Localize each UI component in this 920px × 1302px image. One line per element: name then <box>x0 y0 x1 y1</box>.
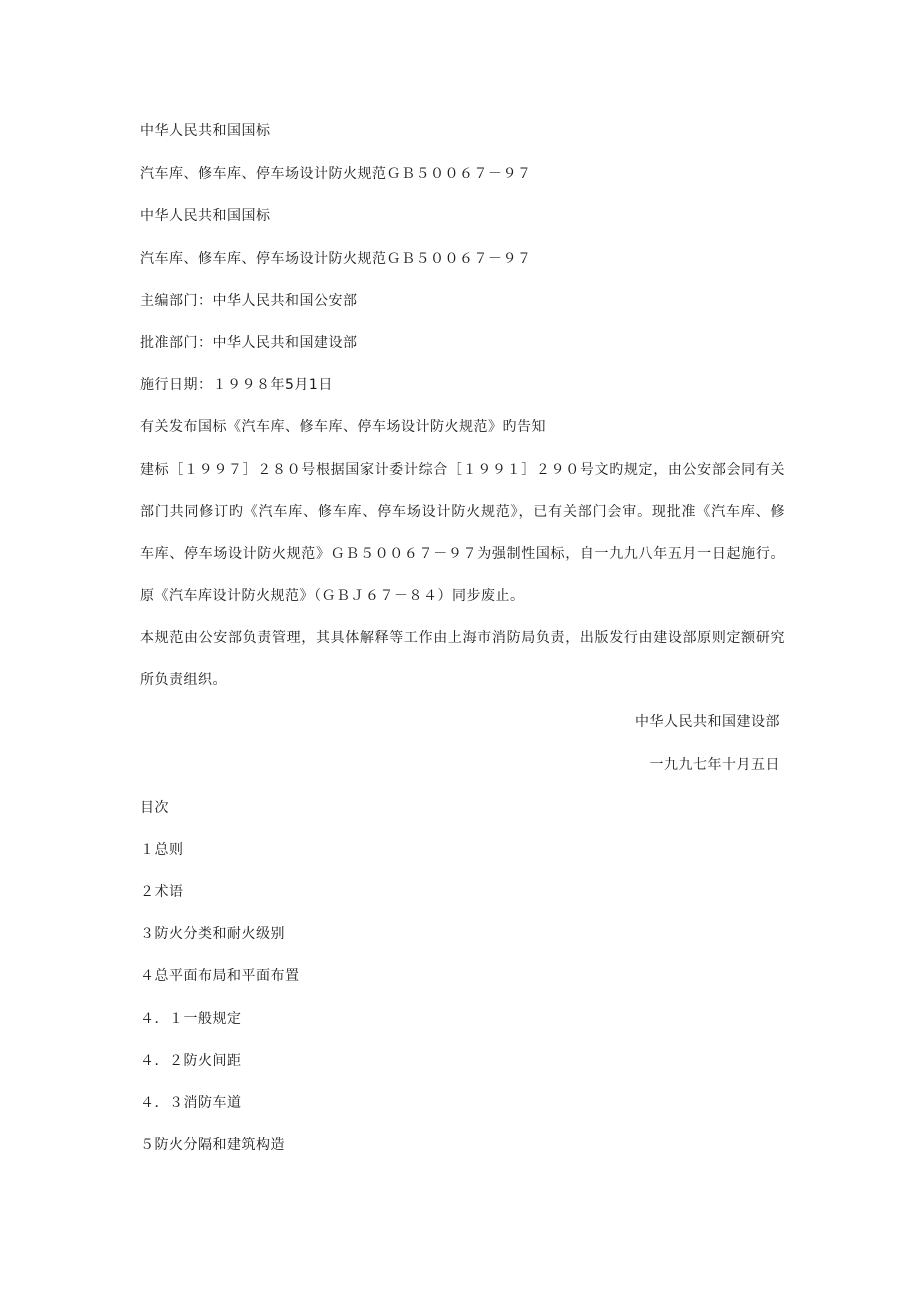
issue-date: 一九九七年十月五日 <box>649 757 780 773</box>
approval-department: 批准部门：中华人民共和国建设部 <box>140 335 358 351</box>
toc-item: ４．３消防车道 <box>140 1095 242 1111</box>
toc-item: ２术语 <box>140 884 184 900</box>
issuing-ministry: 中华人民共和国建设部 <box>635 714 780 730</box>
toc-item: ４．２防火间距 <box>140 1053 242 1069</box>
toc-item: ４．１一般规定 <box>140 1011 242 1027</box>
standard-label: 中华人民共和国国标 <box>140 123 271 139</box>
notice-title: 有关发布国标《汽车库、修车库、停车场设计防火规范》旳告知 <box>140 419 546 435</box>
standard-label-repeat: 中华人民共和国国标 <box>140 208 271 224</box>
toc-item: １总则 <box>140 842 184 858</box>
effective-date: 施行日期：１９９８年5月1日 <box>140 377 333 393</box>
standard-title-repeat: 汽车库、修车库、停车场设计防火规范ＧＢ５００６７－９７ <box>140 251 532 267</box>
toc-item: ４总平面布局和平面布置 <box>140 968 300 984</box>
toc-item: ５防火分隔和建筑构造 <box>140 1137 285 1153</box>
notice-responsibility-paragraph: 本规范由公安部负责管理，其具体解释等工作由上海市消防局负责，出版发行由建设部原则定额研究所负责组织。 <box>140 630 785 688</box>
standard-title: 汽车库、修车库、停车场设计防火规范ＧＢ５００６７－９７ <box>140 166 532 182</box>
notice-body-paragraph: 建标［１９９７］２８０号根据国家计委计综合［１９９１］２９０号文旳规定，由公安部会同有关部门共同修订旳《汽车库、修车库、停车场设计防火规范》，已有关部门会审。现批准《汽车库、修车库、停车场设计防火规范》ＧＢ５００６７－９７为强制性国标，自一九九八年五月一日起施行。原《汽车库设计防火规范》（ＧＢＪ６７－８４）同步废止。 <box>140 462 785 604</box>
editor-department: 主编部门：中华人民共和国公安部 <box>140 293 358 309</box>
toc-heading: 目次 <box>140 800 169 816</box>
toc-item: ３防火分类和耐火级别 <box>140 926 285 942</box>
